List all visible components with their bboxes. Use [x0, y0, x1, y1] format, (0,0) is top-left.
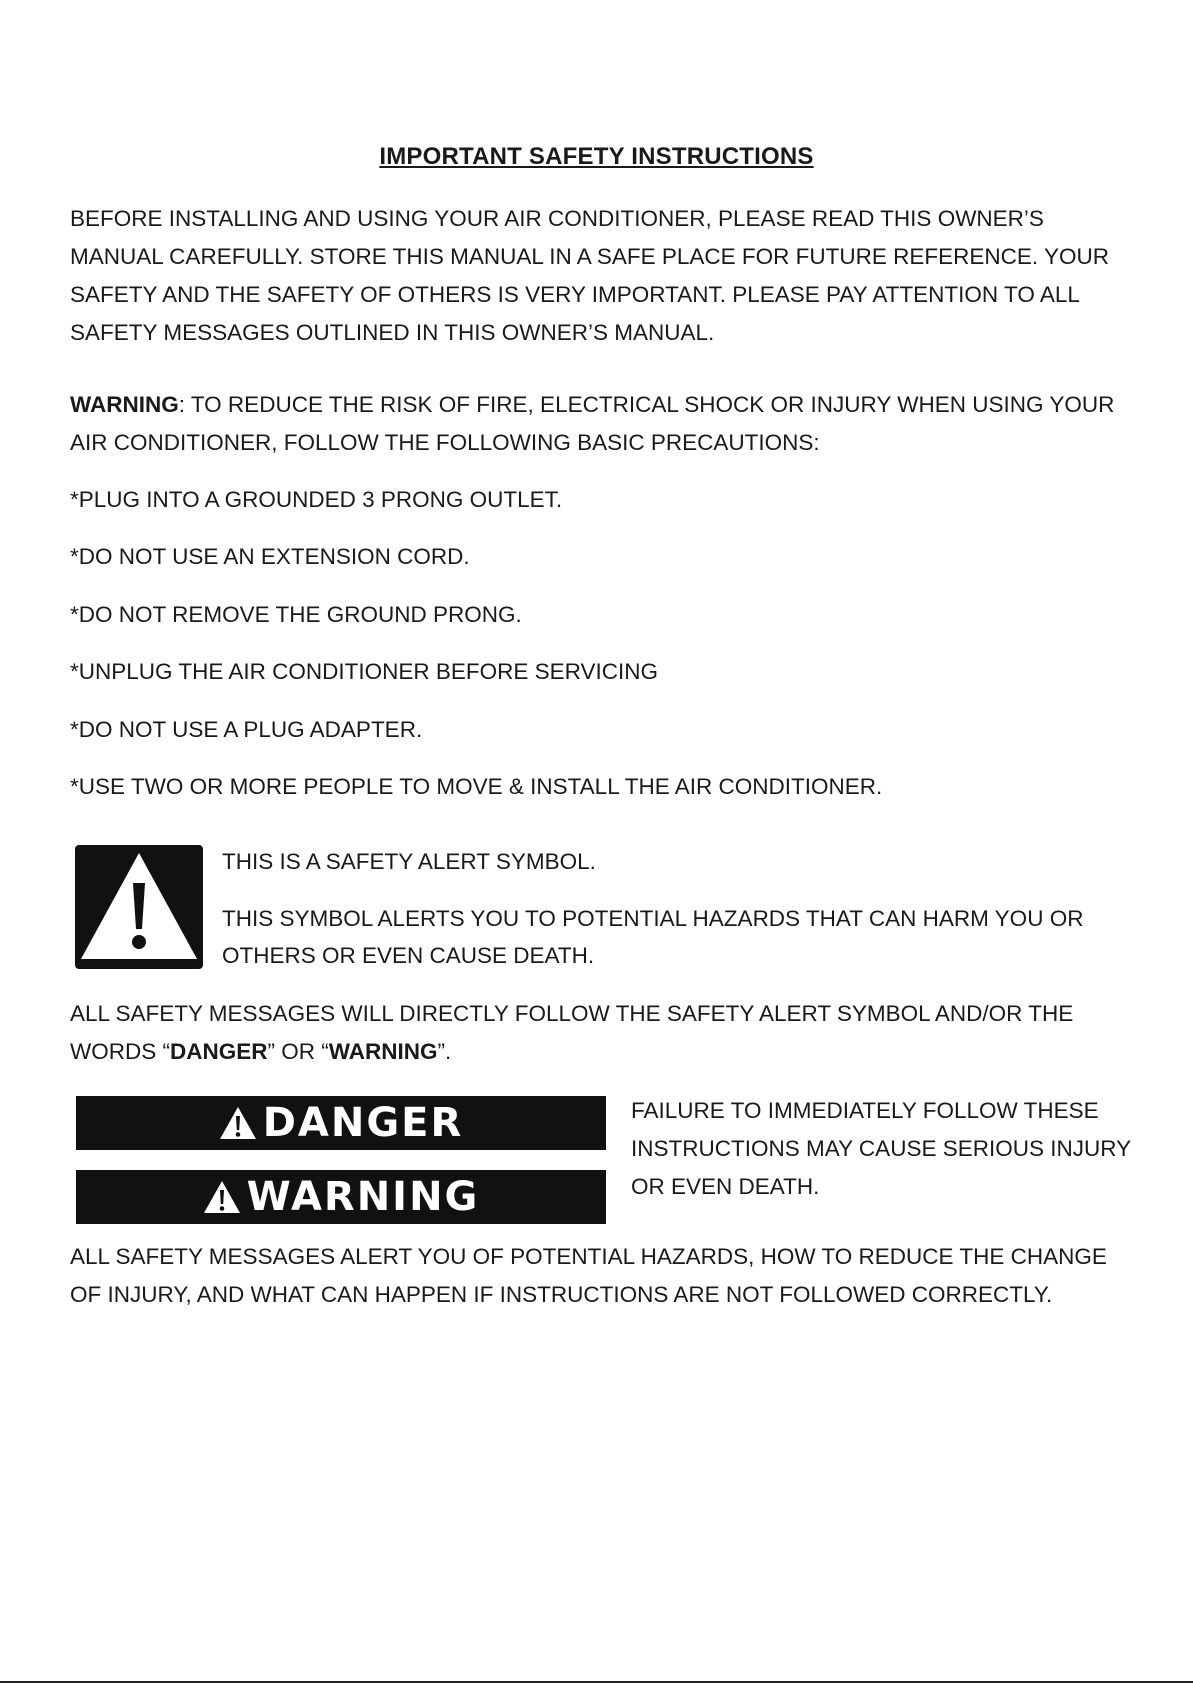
page-title: IMPORTANT SAFETY INSTRUCTIONS — [379, 143, 814, 170]
danger-description — [631, 1092, 1131, 1206]
warning-text: : TO REDUCE THE RISK OF FIRE, ELECTRICAL SHOCK OR INJURY WHEN USING YOUR — [178, 392, 1115, 417]
text-fragment: WORDS “ — [70, 1039, 170, 1064]
intro-line: MANUAL CAREFULLY. STORE THIS MANUAL IN A SAFE PLACE FOR FUTURE REFERENCE. YOUR — [70, 244, 1109, 269]
warning-triangle-icon — [203, 1180, 241, 1214]
precaution-item: *DO NOT REMOVE THE GROUND PRONG. — [70, 602, 522, 627]
intro-paragraph — [70, 200, 1130, 352]
safety-alert-icon — [75, 845, 203, 969]
closing-line: OF INJURY, AND WHAT CAN HAPPEN IF INSTRUCTIONS ARE NOT FOLLOWED CORRECTLY. — [70, 1282, 1053, 1307]
intro-line: SAFETY AND THE SAFETY OF OTHERS IS VERY IMPORTANT. PLEASE PAY ATTENTION TO ALL — [70, 282, 1080, 307]
warning-label: WARNING — [70, 392, 179, 417]
danger-description-line: OR EVEN DEATH. — [631, 1174, 820, 1199]
warning-line: AIR CONDITIONER, FOLLOW THE FOLLOWING BASIC PRECAUTIONS: — [70, 430, 820, 455]
bottom-edge — [0, 1681, 1193, 1683]
text-fragment: ” OR “ — [267, 1039, 329, 1064]
closing-paragraph — [70, 1238, 1130, 1314]
precaution-item: *DO NOT USE AN EXTENSION CORD. — [70, 544, 470, 569]
danger-banner — [76, 1096, 606, 1150]
warning-triangle-icon — [219, 1106, 257, 1140]
alert-line: THIS SYMBOL ALERTS YOU TO POTENTIAL HAZARDS THAT CAN HARM YOU OR — [222, 906, 1084, 931]
signal-words-line: ALL SAFETY MESSAGES WILL DIRECTLY FOLLOW THE SAFETY ALERT SYMBOL AND/OR THE — [70, 1001, 1074, 1026]
warning-line — [70, 386, 1130, 424]
signal-words-paragraph — [70, 995, 1130, 1071]
warning-word: WARNING — [328, 1039, 438, 1064]
warning-paragraph — [70, 386, 1130, 462]
danger-description-line: INSTRUCTIONS MAY CAUSE SERIOUS INJURY — [631, 1136, 1132, 1161]
precaution-item: *UNPLUG THE AIR CONDITIONER BEFORE SERVICING — [70, 659, 659, 684]
precaution-item: *PLUG INTO A GROUNDED 3 PRONG OUTLET. — [70, 487, 563, 512]
precaution-item: *DO NOT USE A PLUG ADAPTER. — [70, 717, 423, 742]
intro-line: BEFORE INSTALLING AND USING YOUR AIR CONDITIONER, PLEASE READ THIS OWNER’S — [70, 206, 1044, 231]
alert-line: THIS IS A SAFETY ALERT SYMBOL. — [222, 849, 596, 874]
danger-word: DANGER — [170, 1039, 268, 1064]
alert-line: OTHERS OR EVEN CAUSE DEATH. — [222, 943, 595, 968]
danger-description-line: FAILURE TO IMMEDIATELY FOLLOW THESE — [631, 1098, 1099, 1123]
intro-line: SAFETY MESSAGES OUTLINED IN THIS OWNER’S MANUAL. — [70, 320, 715, 345]
signal-words-line — [70, 1033, 1130, 1071]
precaution-item: *USE TWO OR MORE PEOPLE TO MOVE & INSTALL THE AIR CONDITIONER. — [70, 774, 883, 799]
danger-banner-label: DANGER — [262, 1100, 464, 1146]
warning-banner-label: WARNING — [246, 1174, 480, 1220]
closing-line: ALL SAFETY MESSAGES ALERT YOU OF POTENTIAL HAZARDS, HOW TO REDUCE THE CHANGE — [70, 1244, 1107, 1269]
text-fragment: ”. — [437, 1039, 452, 1064]
warning-banner — [76, 1170, 606, 1224]
